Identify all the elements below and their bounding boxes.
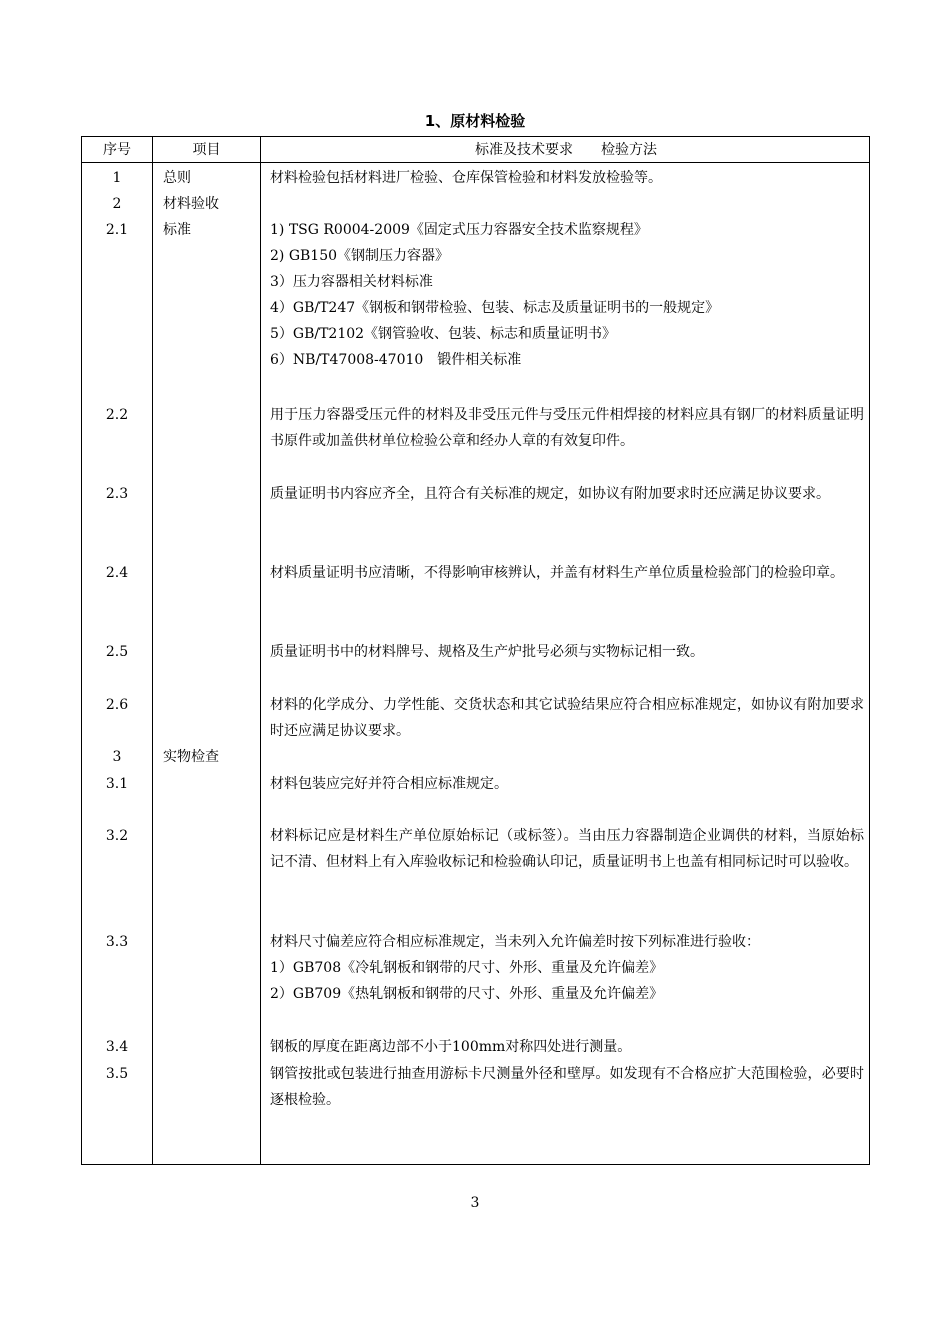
row-number: 3.4: [105, 1039, 129, 1055]
requirement-2-5: 质量证明书中的材料牌号、规格及生产炉批号必须与实物标记相一致。: [270, 644, 704, 660]
row-number: 3.5: [105, 1066, 129, 1082]
item-general: 总则: [163, 170, 191, 186]
item-physical-inspection: 实物检查: [163, 749, 219, 765]
row-number: 2.5: [105, 644, 129, 660]
standard-item: 5）GB/T2102《钢管验收、包装、标志和质量证明书》: [270, 326, 617, 342]
standard-item: 1) TSG R0004-2009《固定式压力容器安全技术监察规程》: [270, 222, 648, 238]
requirement-3-4: 钢板的厚度在距离边部不小于100mm对称四处进行测量。: [270, 1039, 632, 1055]
requirement-3-5: 钢管按批或包装进行抽查用游标卡尺测量外径和壁厚。如发现有不合格应扩大范围检验，必要时逐根检验。: [270, 1066, 864, 1108]
standard-item: 4）GB/T247《钢板和钢带检验、包装、标志及质量证明书的一般规定》: [270, 300, 720, 316]
standard-item: 2) GB150《钢制压力容器》: [270, 248, 450, 264]
requirement-3-3-item: 2）GB709《热轧钢板和钢带的尺寸、外形、重量及允许偏差》: [270, 986, 664, 1002]
column-divider: [152, 137, 153, 1164]
row-number: 2.1: [105, 222, 129, 238]
standard-item: 3）压力容器相关材料标准: [270, 274, 433, 290]
header-serial: 序号: [103, 142, 131, 158]
requirement-3-3: [270, 929, 864, 1007]
page-title: 1、原材料检验: [424, 112, 526, 130]
row-number: 2: [112, 196, 122, 212]
standard-item: 6）NB/T47008-47010 锻件相关标准: [270, 352, 522, 368]
row-number: 3: [112, 749, 122, 765]
item-material-acceptance: 材料验收: [163, 196, 219, 212]
row-number: 3.1: [105, 776, 129, 792]
row-number: 1: [112, 170, 122, 186]
requirement-3-1: 材料包装应完好并符合相应标准规定。: [270, 776, 508, 792]
requirement-3-3-text: 材料尺寸偏差应符合相应标准规定，当未列入允许偏差时按下列标准进行验收：: [270, 934, 760, 950]
requirement-2-6: 材料的化学成分、力学性能、交货状态和其它试验结果应符合相应标准规定，如协议有附加要求时还应满足协议要求。: [270, 697, 864, 739]
requirement-3-2: 材料标记应是材料生产单位原始标记（或标签）。当由压力容器制造企业调供的材料，当原始标记不清、但材料上有入库验收标记和检验确认印记，质量证明书上也盖有相同标记时可以验收。: [270, 828, 864, 870]
row-number: 2.2: [105, 407, 129, 423]
header-item: 项目: [192, 142, 221, 158]
row-number: 3.2: [105, 828, 129, 844]
item-standard: 标准: [163, 222, 191, 238]
requirement-3-3-item: 1）GB708《冷轧钢板和钢带的尺寸、外形、重量及允许偏差》: [270, 960, 664, 976]
requirement-2-4: 材料质量证明书应清晰，不得影响审核辨认，并盖有材料生产单位质量检验部门的检验印章。: [270, 565, 844, 581]
requirement-2-2: 用于压力容器受压元件的材料及非受压元件与受压元件相焊接的材料应具有钢厂的材料质量证明书原件或加盖供材单位检验公章和经办人章的有效复印件。: [270, 407, 864, 449]
column-divider: [260, 137, 261, 1164]
general-text: 材料检验包括材料进厂检验、仓库保管检验和材料发放检验等。: [270, 170, 662, 186]
requirement-2-3: 质量证明书内容应齐全，且符合有关标准的规定，如协议有附加要求时还应满足协议要求。: [270, 486, 830, 502]
row-number: 2.3: [105, 486, 129, 502]
standards-list: [270, 217, 864, 373]
row-number: 2.6: [105, 697, 129, 713]
header-divider: [82, 162, 869, 163]
inspection-table: [81, 136, 870, 1165]
row-number: 3.3: [105, 934, 129, 950]
row-number: 2.4: [105, 565, 129, 581]
header-standard: 标准及技术要求 检验方法: [475, 142, 657, 158]
page-number: 3: [470, 1195, 480, 1211]
